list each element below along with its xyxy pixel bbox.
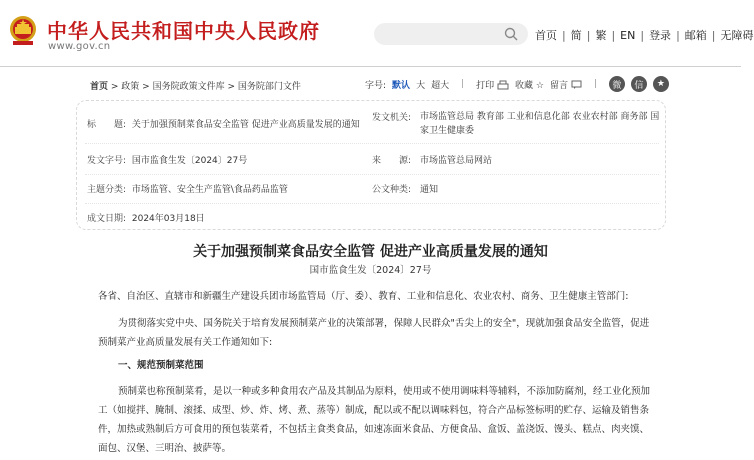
font-xl-option[interactable]: 超大 (431, 80, 450, 91)
font-big-option[interactable]: 大 (416, 80, 426, 91)
search-icon[interactable] (504, 27, 518, 41)
search-input[interactable] (374, 23, 528, 45)
article-title: 关于加强预制菜食品安全监管 促进产业高质量发展的通知 (193, 244, 548, 260)
comment-icon (571, 80, 582, 90)
article-paragraph: 预制菜也称预制菜肴，是以一种或多种食用农产品及其制品为原料，使用或不使用调味料等辅料，不添加防腐剂，经工业化预加工（如搅拌、腌制、滚揉、成型、炒、炸、烤、煮、蒸等）制成，配以或不配以调味料包，符合产品标签标明的贮存、运输及销售条件，加热或熟制后方可食用的预包装菜肴，不包括主食类食品，如速冻面米食品、方便食品、盒饭、盖浇饭、馒头、糕点、肉夹馍、面包、汉堡、三明治、披萨等。 (98, 386, 651, 454)
site-header (0, 0, 754, 60)
national-emblem-icon[interactable] (8, 14, 38, 48)
nav-login-link[interactable]: 登录 (649, 29, 672, 42)
info-type-row: 公文种类: 通知 (372, 185, 439, 195)
qzone-share-icon[interactable]: ★ (653, 76, 669, 92)
info-topic-row: 主题分类: 市场监管、安全生产监管\食品药品监管 (87, 185, 288, 195)
article-paragraph: 为贯彻落实党中央、国务院关于培育发展预制菜产业的决策部署，保障人民群众"舌尖上的安全"，现就加强食品安全监管，促进预制菜产业高质量发展有关工作通知如下: (98, 318, 650, 348)
breadcrumb-policy[interactable]: 政策 (121, 82, 140, 92)
site-title[interactable]: 中华人民共和国中央人民政府 (47, 19, 320, 43)
article-doc-number: 国市监食生发〔2024〕27号 (309, 265, 432, 276)
info-source-row: 来 源: 市场监管总局网站 (372, 156, 493, 166)
info-type-value: 通知 (420, 185, 439, 195)
header-divider (0, 66, 741, 67)
info-title-row: 标 题: 关于加强预制菜食品安全监管 促进产业高质量发展的通知 (87, 120, 360, 130)
breadcrumb-home[interactable]: 首页 (90, 82, 109, 92)
top-nav: 首页 | 简 | 繁 | EN | 登录 | 邮箱 | 无障碍 (535, 29, 754, 42)
weibo-share-icon[interactable]: 微 (609, 76, 625, 92)
breadcrumb-dept-docs[interactable]: 国务院部门文件 (237, 82, 301, 92)
star-icon: ☆ (535, 80, 544, 91)
nav-simplified-link[interactable]: 简 (570, 29, 582, 42)
printer-icon (497, 80, 509, 91)
info-docno-row: 发文字号: 国市监食生发〔2024〕27号 (87, 156, 248, 166)
comment-button[interactable]: 留言 (550, 78, 582, 91)
info-date-row: 成文日期: 2024年03月18日 (87, 214, 205, 224)
breadcrumb-library[interactable]: 国务院政策文件库 (152, 82, 225, 92)
info-issuer-value: 市场监管总局 教育部 工业和信息化部 农业农村部 商务部 国家卫生健康委 (420, 112, 660, 136)
info-source-value: 市场监管总局网站 (420, 156, 493, 166)
print-button[interactable]: 打印 (476, 78, 509, 91)
site-url: www.gov.cn (48, 41, 111, 52)
info-topic-value: 市场监管、安全生产监管\食品药品监管 (131, 185, 288, 195)
info-docno-value: 国市监食生发〔2024〕27号 (131, 156, 248, 166)
info-title-value: 关于加强预制菜食品安全监管 促进产业高质量发展的通知 (131, 120, 360, 130)
nav-english-link[interactable]: EN (620, 29, 636, 42)
nav-home-link[interactable]: 首页 (535, 29, 557, 42)
breadcrumb: 首页 > 政策 > 国务院政策文件库 > 国务院部门文件 (90, 82, 301, 92)
font-default-option[interactable]: 默认 (392, 80, 411, 91)
breadcrumb-bar (82, 71, 665, 97)
nav-traditional-link[interactable]: 繁 (595, 29, 607, 42)
article-heading: 一、规范预制菜范围 (118, 360, 204, 371)
article-salutation: 各省、自治区、直辖市和新疆生产建设兵团市场监管局（厅、委）、教育、工业和信息化、农业农村、商务、卫生健康主管部门: (98, 291, 629, 302)
wechat-share-icon[interactable]: 信 (631, 76, 647, 92)
info-issuer-row: 发文机关: 市场监管总局 教育部 工业和信息化部 农业农村部 商务部 国家卫生健康委 (372, 112, 660, 136)
nav-mail-link[interactable]: 邮箱 (684, 29, 707, 42)
info-date-value: 2024年03月18日 (131, 214, 205, 224)
font-size-label: 字号: (365, 80, 387, 91)
document-info-panel (76, 100, 666, 230)
nav-accessibility-link[interactable]: 无障碍 (720, 29, 754, 42)
favorite-button[interactable]: 收藏 ☆ (515, 80, 544, 91)
page-tools: 字号: 默认 大 超大 | 打印 收藏 ☆ 留言 | 微 信 ★ (365, 76, 669, 92)
